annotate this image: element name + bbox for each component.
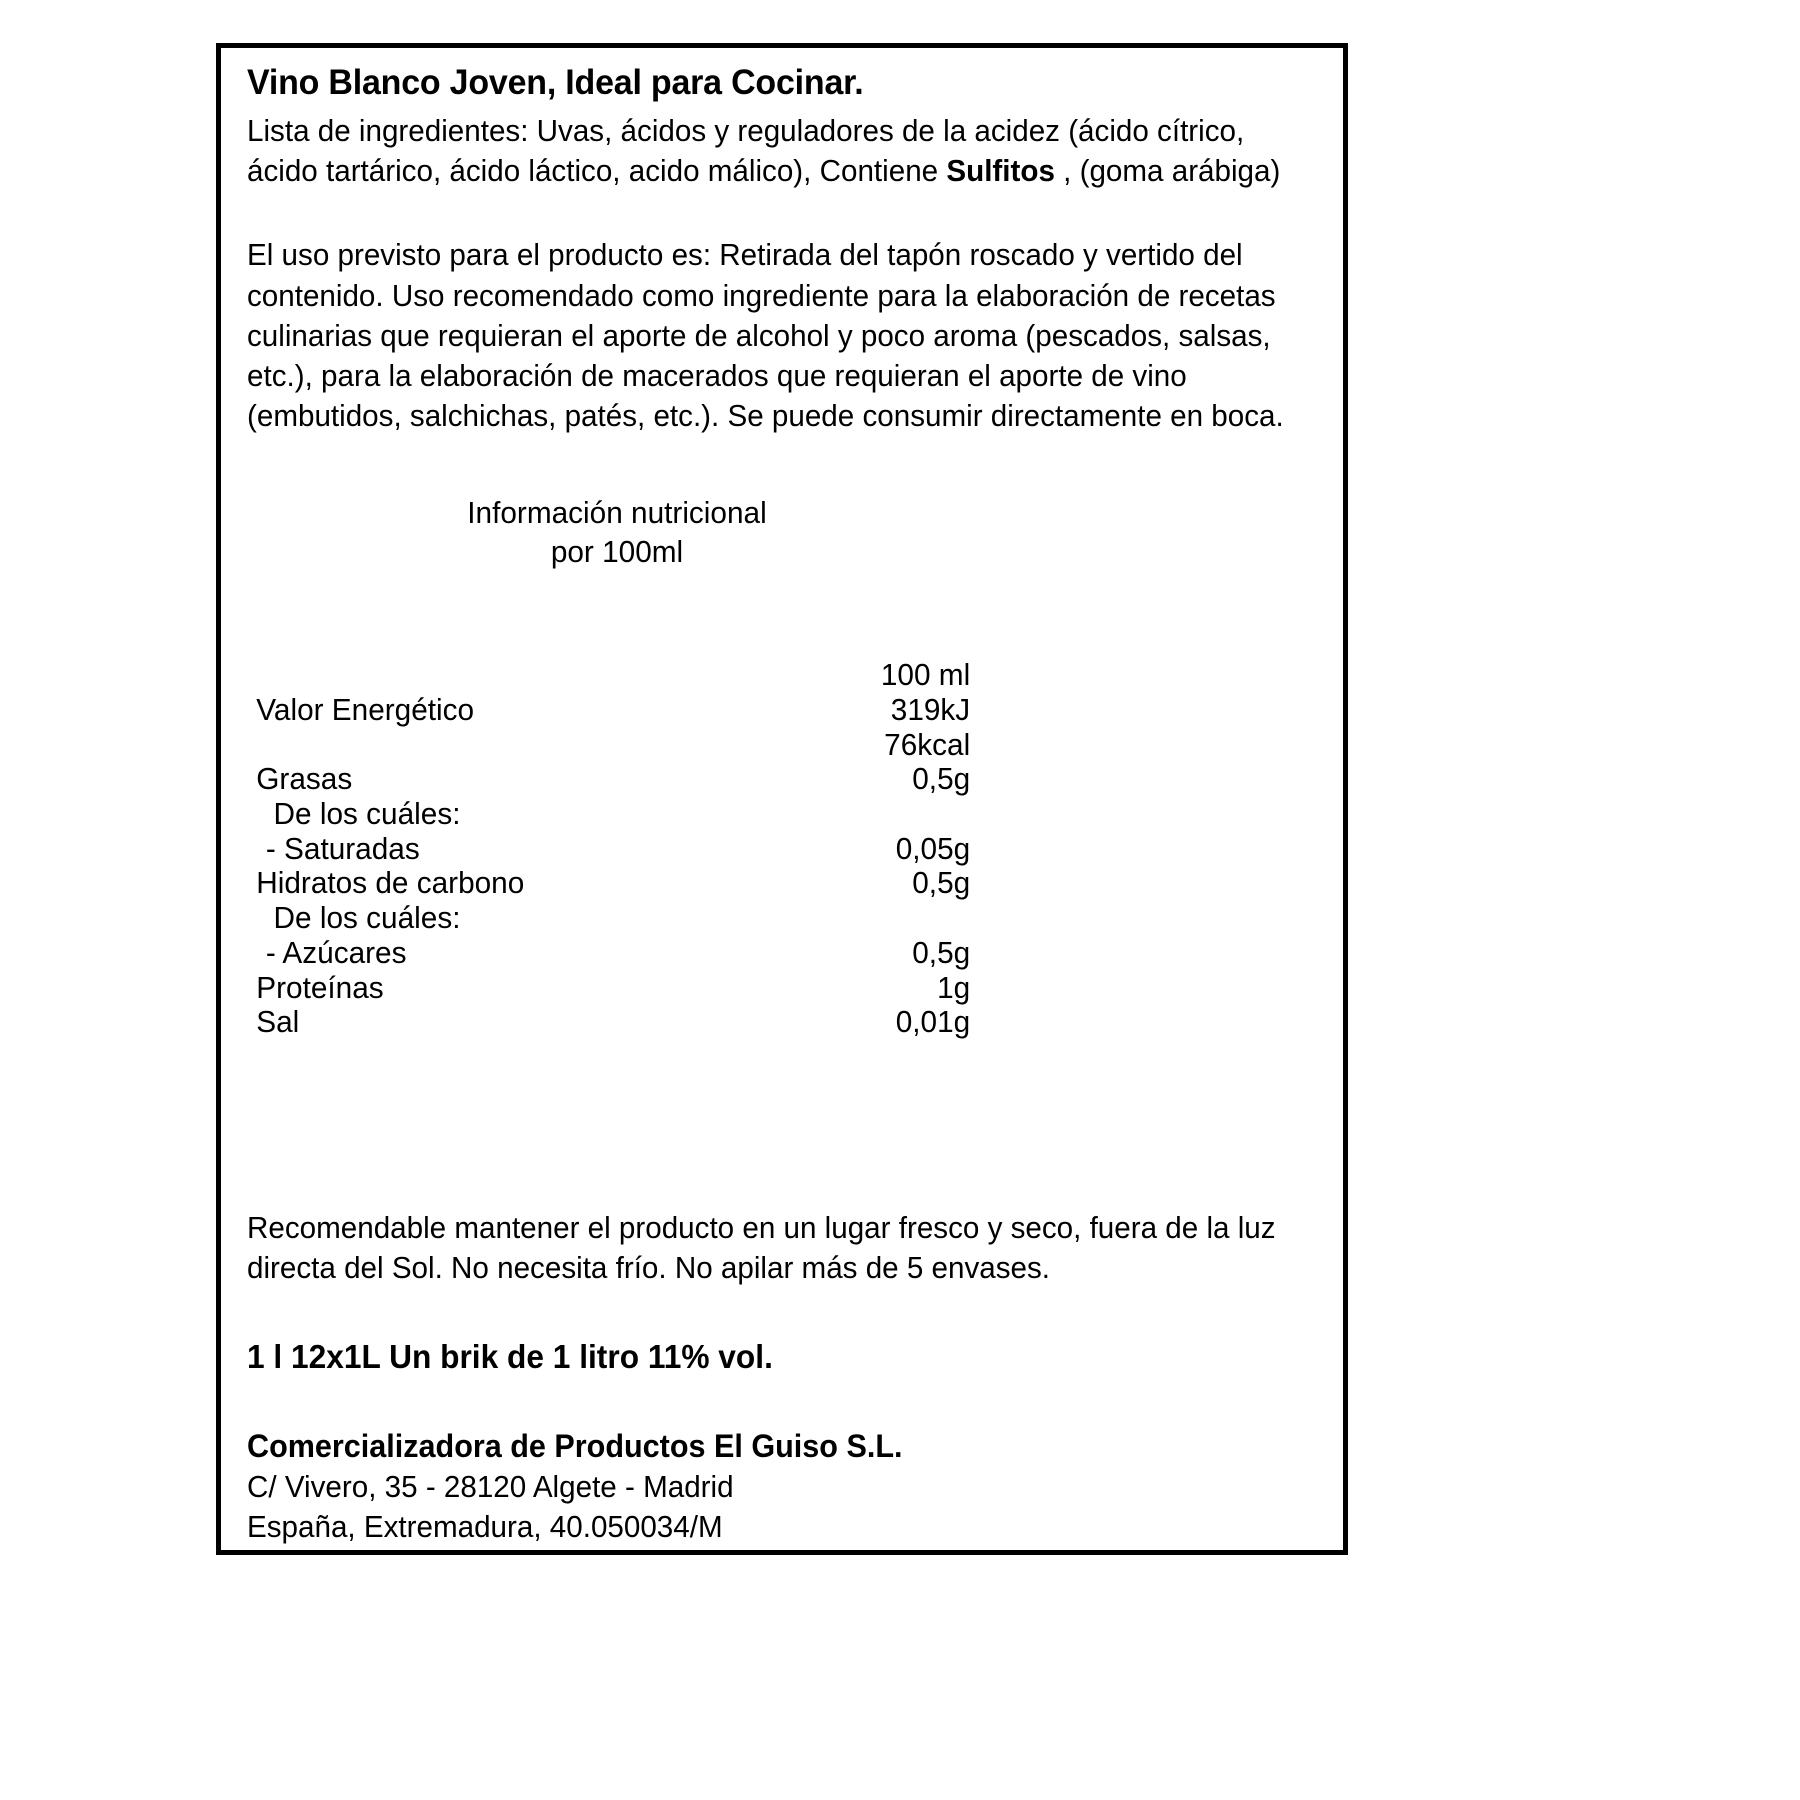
nutrition-row-value: 0,5g <box>912 761 970 797</box>
nutrition-row-value: 319kJ <box>890 691 970 727</box>
nutrition-row <box>247 797 987 832</box>
nutrition-row-value <box>716 901 981 936</box>
nutrition-row-label <box>256 797 701 832</box>
nutrition-row-label: Sal <box>256 1004 300 1040</box>
nutrition-row <box>247 728 987 763</box>
storage-paragraph: Recomendable mantener el producto en un lugar fresco y seco, fuera de la luz directa del Sol. No necesita frío. No apilar más de 5 envases. <box>247 1210 1276 1286</box>
storage-section <box>247 1208 1315 1289</box>
usage-paragraph: El uso previsto para el producto es: Retirada del tapón roscado y vertido del contenido. Uso recomendado como ingrediente para la elaboración de recetas culinarias que requieran el aporte de alcohol y poco aroma (pescados, salsas, etc.), para la elaboración de macerados que requieran el aporte de vino (embutidos, salchichas, patés, etc.). Se puede consumir directamente en boca. <box>247 237 1284 434</box>
company-section <box>247 1426 1315 1547</box>
ingredients-suffix-text: , (goma arábiga) <box>1054 152 1281 188</box>
nutrition-row <box>247 866 987 901</box>
ingredients-paragraph <box>247 111 1312 192</box>
nutrition-row <box>247 901 987 936</box>
nutrition-sub-label: - Azúcares <box>265 934 407 970</box>
label-content <box>247 62 1315 1547</box>
nutrition-row <box>247 832 987 867</box>
allergen-sulfitos: Sulfitos <box>946 152 1055 188</box>
nutrition-row-label <box>256 728 701 763</box>
nutrition-table <box>247 658 987 1040</box>
nutrition-header-value: 100 ml <box>880 657 970 693</box>
nutrition-row-label: Grasas <box>256 761 353 797</box>
nutrition-sub-label: De los cuáles: <box>273 900 461 936</box>
nutrition-row-value: 0,5g <box>912 934 970 970</box>
nutrition-column-header-row <box>247 658 987 693</box>
nutrition-row-value: 0,05g <box>895 830 970 866</box>
nutrition-row <box>247 693 987 728</box>
nutrition-row <box>247 1005 987 1040</box>
nutrition-sub-label: - Saturadas <box>265 830 420 866</box>
company-name: Comercializadora de Productos El Guiso S.L. <box>247 1428 903 1465</box>
nutrition-row-label: Proteínas <box>256 969 384 1005</box>
nutrition-heading-line2: por 100ml <box>550 534 684 570</box>
nutrition-row-label <box>256 832 701 867</box>
nutrition-row <box>247 762 987 797</box>
nutrition-sub-label: De los cuáles: <box>273 795 461 831</box>
nutrition-row-value: 0,5g <box>912 865 970 901</box>
ingredients-prefix-text: Lista de ingredientes: Uvas, ácidos y reguladores de la acidez (ácido cítrico, ácido tartárico, ácido láctico, acido málico), Contiene <box>247 112 1245 188</box>
nutrition-row-label: Valor Energético <box>256 691 475 727</box>
product-specs: 1 l 12x1L Un brik de 1 litro 11% vol. <box>247 1337 773 1375</box>
nutrition-row-value: 0,01g <box>895 1004 970 1040</box>
nutrition-row-label: Hidratos de carbono <box>256 865 525 901</box>
nutrition-header-label <box>256 658 701 693</box>
nutrition-table-body <box>247 658 987 1040</box>
nutrition-row-label <box>256 936 701 971</box>
product-title: Vino Blanco Joven, Ideal para Cocinar. <box>247 63 864 102</box>
nutrition-row-value <box>716 797 981 832</box>
label-frame <box>216 43 1348 1555</box>
nutrition-row <box>247 936 987 971</box>
nutrition-heading-line1: Información nutricional <box>467 494 767 530</box>
nutrition-row-value: 76kcal <box>883 726 970 762</box>
nutrition-row-value: 1g <box>936 969 970 1005</box>
nutrition-row <box>247 971 987 1006</box>
company-address-line2: España, Extremadura, 40.050034/M <box>247 1508 723 1544</box>
nutrition-section <box>247 493 1315 1040</box>
nutrition-row-label <box>256 901 701 936</box>
company-address-line1: C/ Vivero, 35 - 28120 Algete - Madrid <box>247 1468 734 1504</box>
